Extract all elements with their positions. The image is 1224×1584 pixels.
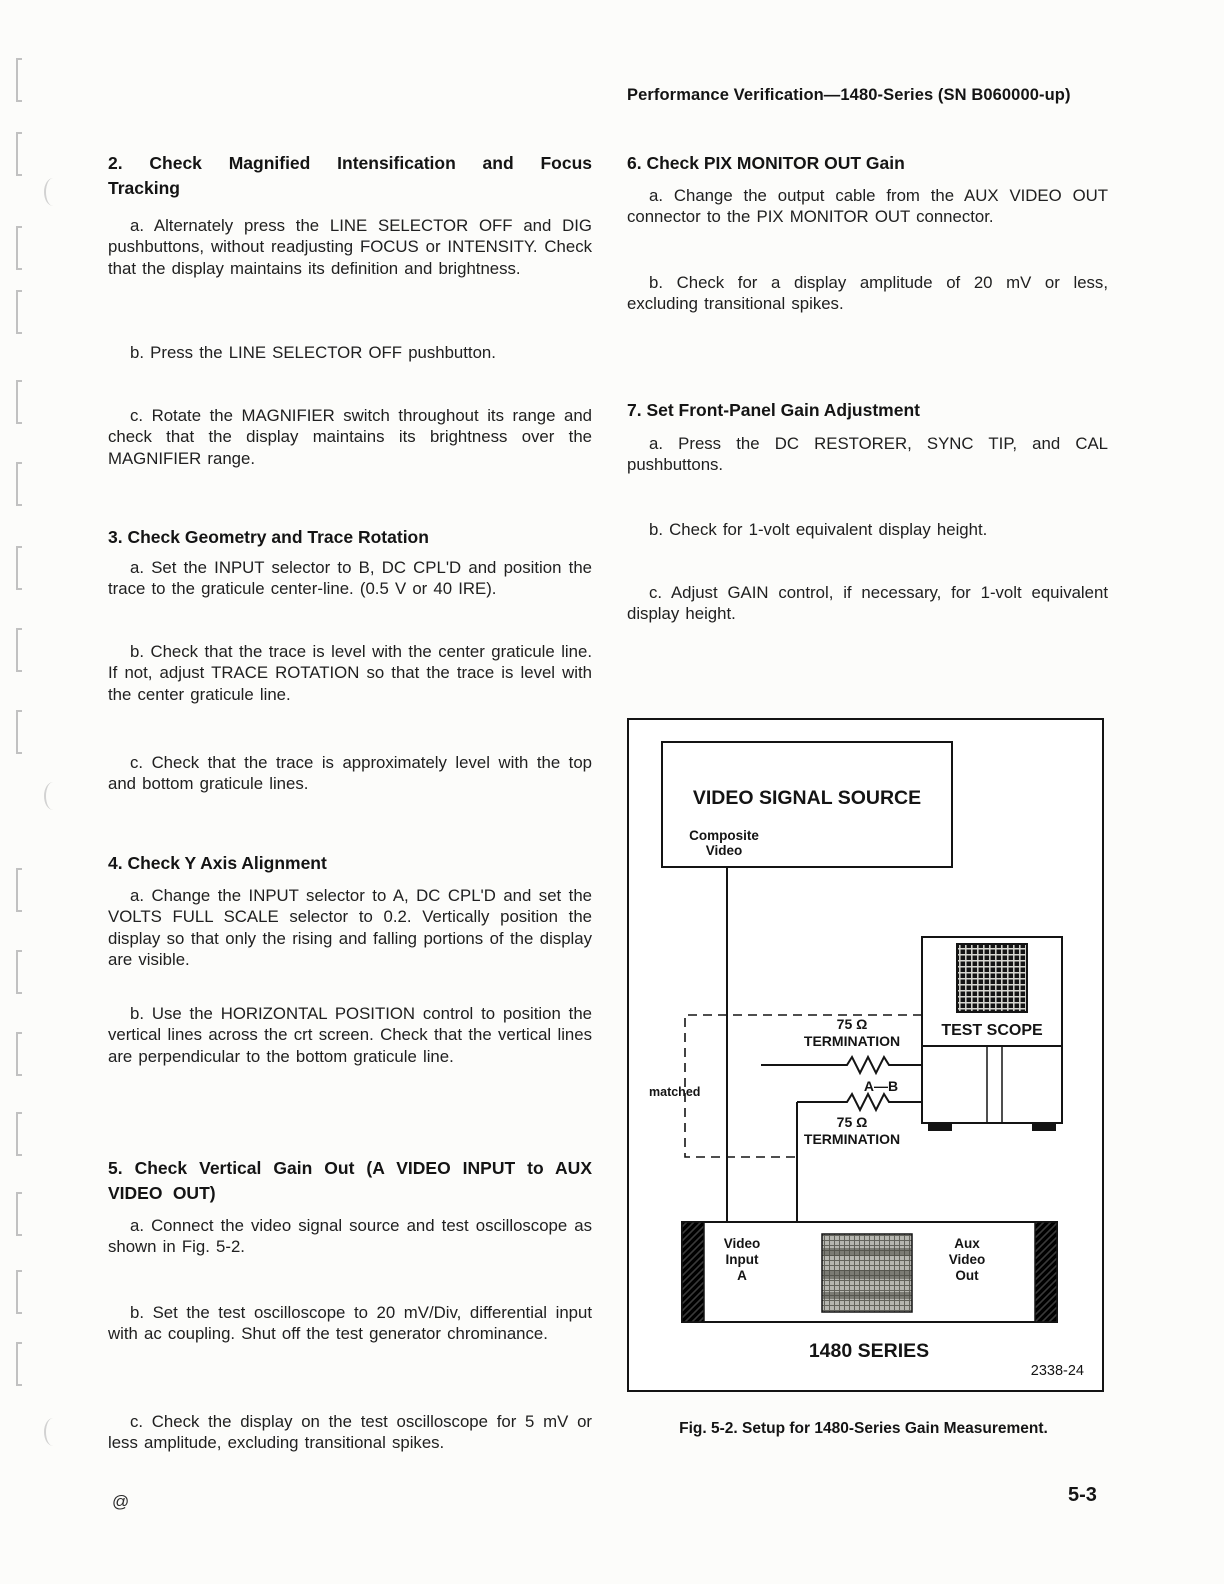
section-4-para-b: b. Use the HORIZONTAL POSITION control to position the vertical lines across the crt screen. Check that the vertical lines are perpendicular to the bottom graticule line. bbox=[108, 1003, 592, 1066]
scan-artifact bbox=[16, 462, 25, 506]
scan-artifact bbox=[44, 178, 62, 206]
instrument-crt-band bbox=[823, 1248, 911, 1256]
figure-5-2 bbox=[627, 718, 1104, 1392]
instrument-crt-band bbox=[823, 1292, 911, 1299]
section-2-heading: 2. Check Magnified Intensification and Focus Tracking bbox=[108, 152, 592, 198]
section-4-heading: 4. Check Y Axis Alignment bbox=[108, 852, 327, 873]
video-signal-source-title: VIDEO SIGNAL SOURCE bbox=[692, 787, 922, 809]
page-number: 5-3 bbox=[1068, 1484, 1097, 1506]
scan-artifact bbox=[16, 58, 25, 102]
composite-video-label: Video bbox=[705, 843, 743, 858]
printer-mark: @ bbox=[112, 1492, 130, 1511]
section-5-para-a: a. Connect the video signal source and test oscilloscope as shown in Fig. 5-2. bbox=[108, 1215, 592, 1257]
termination-75ohm-lower-label: 75 Ω bbox=[836, 1114, 868, 1130]
test-scope-crt-screen bbox=[957, 944, 1027, 1012]
aux-video-out-label: Out bbox=[955, 1268, 979, 1283]
instrument-name-label: 1480 SERIES bbox=[808, 1340, 930, 1362]
instrument-crt-band bbox=[823, 1270, 911, 1279]
composite-video-label: Composite bbox=[689, 828, 759, 843]
section-4-para-a: a. Change the INPUT selector to A, DC CPL'D and set the VOLTS FULL SCALE selector to 0.2. Vertically position the display so that only the rising and falling portions of the display are visible. bbox=[108, 885, 592, 970]
section-6-para-b: b. Check for a display amplitude of 20 mV or less, excluding transitional spikes. bbox=[627, 272, 1108, 314]
scan-artifact bbox=[16, 1032, 25, 1076]
section-5-para-b: b. Set the test oscilloscope to 20 mV/Div, differential input with ac coupling. Shut off the test generator chrominance. bbox=[108, 1302, 592, 1344]
section-3-heading: 3. Check Geometry and Trace Rotation bbox=[108, 526, 429, 547]
aux-video-out-label: Aux bbox=[954, 1236, 980, 1251]
page-header: Performance Verification—1480-Series (SN B060000-up) bbox=[627, 86, 1071, 104]
matched-label: matched bbox=[649, 1085, 701, 1099]
scan-artifact bbox=[16, 290, 25, 334]
scan-artifact bbox=[16, 132, 25, 176]
resistor-upper-icon bbox=[761, 1057, 923, 1073]
scan-artifact bbox=[16, 1192, 25, 1236]
section-2-para-b: b. Press the LINE SELECTOR OFF pushbutton. bbox=[130, 342, 496, 362]
section-2-para-c: c. Rotate the MAGNIFIER switch throughout its range and check that the display maintains its brightness over the MAGNIFIER range. bbox=[108, 405, 592, 468]
scan-artifact bbox=[16, 950, 25, 994]
section-5-para-c: c. Check the display on the test oscilloscope for 5 mV or less amplitude, excluding transitional spikes. bbox=[108, 1411, 592, 1453]
video-input-a-label: Video bbox=[723, 1236, 761, 1251]
termination-75ohm-upper-label: 75 Ω bbox=[836, 1016, 868, 1032]
section-6-para-a: a. Change the output cable from the AUX VIDEO OUT connector to the PIX MONITOR OUT connector. bbox=[627, 185, 1108, 227]
section-2-para-a: a. Alternately press the LINE SELECTOR OFF and DIG pushbuttons, without readjusting FOCUS or INTENSITY. Check that the display maintains its definition and brightness. bbox=[108, 215, 592, 278]
video-input-a-label: A bbox=[737, 1268, 747, 1283]
scan-artifact bbox=[44, 1418, 62, 1446]
test-scope-foot bbox=[928, 1123, 952, 1131]
rack-ear-right bbox=[1035, 1222, 1057, 1322]
section-7-para-a: a. Press the DC RESTORER, SYNC TIP, and CAL pushbuttons. bbox=[627, 433, 1108, 475]
figure-code: 2338-24 bbox=[1030, 1363, 1084, 1379]
scan-artifact bbox=[16, 628, 25, 672]
section-7-para-c: c. Adjust GAIN control, if necessary, for 1-volt equivalent display height. bbox=[627, 582, 1108, 624]
section-3-para-c: c. Check that the trace is approximately level with the top and bottom graticule lines. bbox=[108, 752, 592, 794]
termination-75ohm-lower-label: TERMINATION bbox=[803, 1131, 901, 1147]
resistor-lower-icon bbox=[797, 1094, 923, 1110]
scan-artifact bbox=[16, 380, 25, 424]
scan-artifact bbox=[44, 782, 62, 810]
scan-artifact bbox=[16, 710, 25, 754]
section-7-para-b: b. Check for 1-volt equivalent display height. bbox=[649, 519, 988, 539]
scan-artifact bbox=[16, 1342, 25, 1386]
termination-75ohm-upper-label: TERMINATION bbox=[803, 1033, 901, 1049]
video-input-a-label: Input bbox=[725, 1252, 759, 1267]
scan-artifact bbox=[16, 226, 25, 270]
section-7-heading: 7. Set Front-Panel Gain Adjustment bbox=[627, 399, 920, 420]
aux-video-out-label: Video bbox=[948, 1252, 986, 1267]
section-3-para-a: a. Set the INPUT selector to B, DC CPL'D and position the trace to the graticule center-line. (0.5 V or 40 IRE). bbox=[108, 557, 592, 599]
a-minus-b-label: A—B bbox=[863, 1078, 899, 1094]
figure-caption: Fig. 5-2. Setup for 1480-Series Gain Measurement. bbox=[679, 1420, 1048, 1437]
scan-artifact bbox=[16, 1112, 25, 1156]
scan-artifact bbox=[16, 1270, 25, 1314]
section-6-heading: 6. Check PIX MONITOR OUT Gain bbox=[627, 152, 905, 173]
section-3-para-b: b. Check that the trace is level with the center graticule line. If not, adjust TRACE ROTATION so that the trace is level with the center graticule line. bbox=[108, 641, 592, 704]
scan-artifact bbox=[16, 546, 25, 590]
scan-artifact bbox=[16, 868, 25, 912]
test-scope-foot bbox=[1032, 1123, 1056, 1131]
section-5-heading: 5. Check Vertical Gain Out (A VIDEO INPUT to AUX VIDEO OUT) bbox=[108, 1157, 592, 1203]
figure-5-2-diagram bbox=[629, 720, 1098, 1386]
test-scope-label: TEST SCOPE bbox=[941, 1022, 1043, 1039]
rack-ear-left bbox=[682, 1222, 704, 1322]
